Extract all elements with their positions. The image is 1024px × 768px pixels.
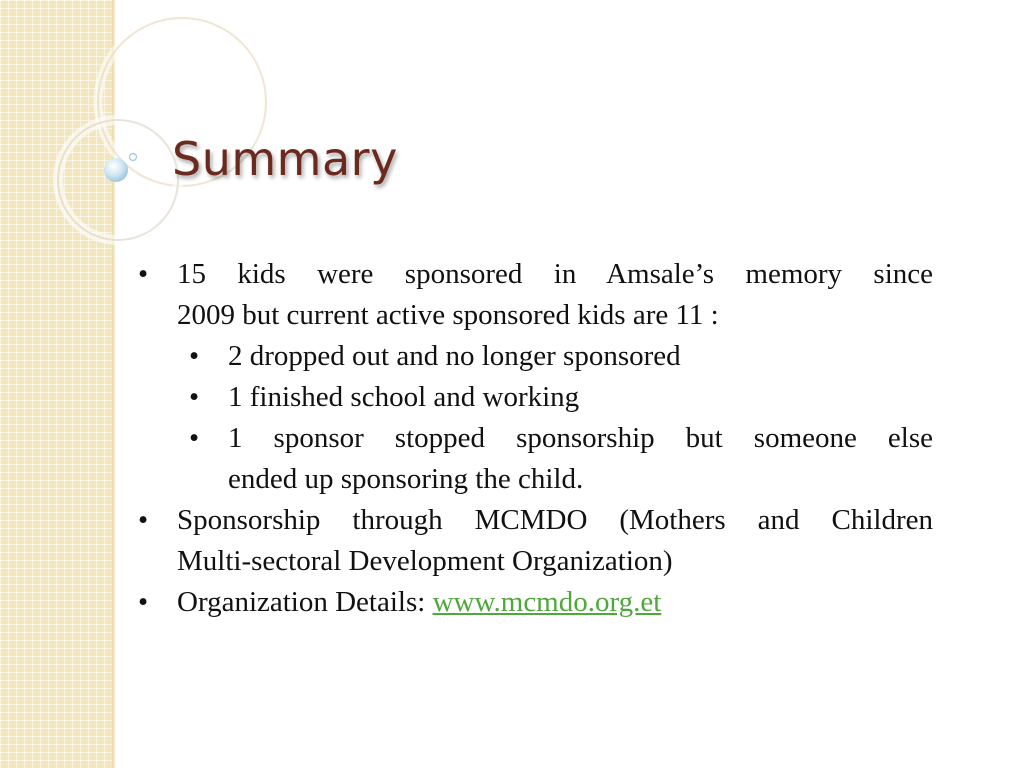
sub-bullet-item [189, 418, 933, 459]
bullet-marker: • [138, 258, 149, 290]
bullet-continuation [189, 459, 933, 500]
bullet-list [138, 254, 933, 623]
bubble-large [104, 158, 128, 182]
bullet-marker: • [189, 381, 200, 413]
bullet-text-line: 1 sponsor stopped sponsorship but someone else [228, 422, 933, 454]
organization-link[interactable]: www.mcmdo.org.et [432, 586, 662, 618]
bullet-text: 2 dropped out and no longer sponsored [228, 340, 681, 372]
bullet-text-line: 2009 but current active sponsored kids are 11 : [177, 299, 719, 331]
bullet-item [138, 254, 933, 295]
bullet-text-line: Sponsorship through MCMDO (Mothers and Children [177, 504, 933, 536]
bullet-item [138, 582, 933, 623]
bullet-marker: • [138, 504, 149, 536]
bullet-marker: • [189, 422, 200, 454]
sub-bullet-item [189, 336, 933, 377]
bullet-marker: • [189, 340, 200, 372]
bullet-continuation [138, 541, 933, 582]
slide-title: Summary [172, 132, 398, 186]
bullet-marker: • [138, 586, 149, 618]
bullet-text-line: 15 kids were sponsored in Amsale’s memory since [177, 258, 933, 290]
bubble-small [130, 154, 137, 161]
bullet-text-line: Multi-sectoral Development Organization) [177, 545, 673, 577]
bullet-continuation [138, 295, 933, 336]
bullet-item [138, 500, 933, 541]
sub-bullet-item [189, 377, 933, 418]
bullet-text: Organization Details: [177, 586, 433, 618]
bullet-text: 1 finished school and working [228, 381, 580, 413]
bullet-text-line: ended up sponsoring the child. [228, 463, 584, 495]
